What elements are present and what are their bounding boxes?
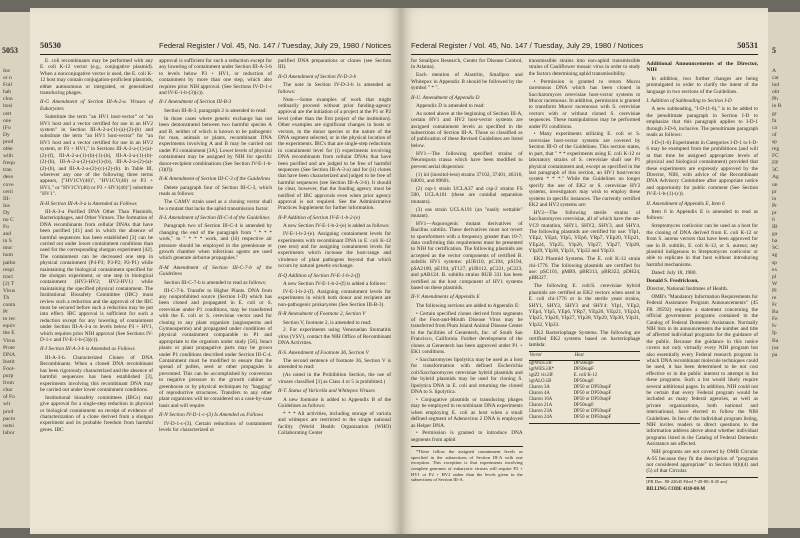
edge-text-line: Ba xyxy=(772,337,779,344)
edge-text-line: III- xyxy=(3,195,11,202)
paragraph: • Permission is granted to introduce DNA segments from aphid xyxy=(411,430,523,443)
paragraph: for Smallpox Research, Center for Disease Control, in Atlanta). xyxy=(411,58,523,71)
footnote: *These follow the assigned containment levels as specified in the subsections of Section III-A with one exception. This exception is that experiments involving complete genomes of eukaryotic viruses will require P2 + HV1 or P2 + HV2 rather than the levels given in the subsections of Section III-A. xyxy=(411,446,523,483)
vector-cell: λgtALO.λB xyxy=(528,378,552,384)
edge-text-line: cerii xyxy=(3,188,13,195)
host-cell: DP50supF xyxy=(573,360,594,366)
paragraph: Section III-C-7-b is amended to read as follows: xyxy=(164,279,267,286)
text-column-2 xyxy=(159,58,272,528)
vector-cell: λgtZJ vir.λB' xyxy=(528,372,554,378)
edge-text-line: Foot- xyxy=(3,365,16,372)
edge-text-line: reg xyxy=(772,146,780,153)
paragraph: Substitute the term "an HV1 host-vector" or "an HV1 host and a vector certified for use in an HV2 system" in Section III-A-2-a-(1)-(a)-(2)-(b) and substitute the term "an HV1 host-vector" for "an HV1 host and a vector certified for use in an HV2 system, or P3 + HV1," in Sections III-A-2-a-(1)-(a)-(2)-(f), III-A-2-a-(1)-(b)-(1)-(b), III-A-2-a-(1)-(b)-(2)-(b), III-A-2-a-(2)-(a)-(1)-(b), III-A-2-a-(2)-(a)-(2)-(b), and III-A-2-a-(2)-(c)-(2)-(b). In Table III, wherever any one of the following three terms appears, ["HV1CV(46)", "HV1CV(46) or P3 + HV1," or "HV1CV(46) or P3 + HV1(46)"] substitute "HV1". xyxy=(40,114,153,198)
paragraph: In those cases where genetic exchange has not been demonstrated between two harmful species A and B, neither of which is known to be pathogenic for man, animals or plants, recombinant DNA experiments involving A and B may be carried out under P3 containment [3A]. Lower levels of physical containment may be assigned by NIH for specific donor-recipient combinations (See Section IV-E-1-b-(3)(f)). xyxy=(159,115,272,173)
section-heading: II-V. Amendments of Appendix E xyxy=(411,294,480,301)
edge-text-line: Fo xyxy=(3,224,9,231)
section-heading: II-T. Status of Varicella and Whitepox Viruses xyxy=(278,388,375,395)
table-rule xyxy=(529,423,641,424)
paragraph: transmissible strains into non-aphid transmissible strains of Cauliflower mosaic virus in order to study the factors determining aphid transmissibility. xyxy=(528,58,641,77)
paragraph: In addition, two further changes are being promulgated in order to clarify the intent of the language in two sections of the Guidelines. xyxy=(646,75,759,95)
host-cell: DP50 or DP50supF xyxy=(573,414,612,420)
paragraph: Streptomyces coelicolor can be used as a host for the cloning of DNA derived from E. coli K-12 or from S. aureus vectors that have been approved for use in B. subtilis, E. coli K-12, or S. aureus; any plasmid indigenous to Streptomyces coelicolor or able to replicate in that host without introducing harmful mechanisms. xyxy=(646,223,759,268)
edge-text-line: ex xyxy=(772,266,778,273)
edge-text-line: of Fo xyxy=(3,394,15,401)
edge-text-line: respi xyxy=(3,266,14,273)
edge-text-line: with xyxy=(3,153,13,160)
paragraph: • Many experiments utilizing E. coli or S. cerevisiae host-vector systems are covered by Section III-O of the Guidelines. This section states, in part, that " * * experiments using E. coli K-12 or laboratory strains of S. cerevisiae shall use P1 physical containment and, except as specified in the last paragraph of this section, an HV1 host/vector system * * *." While the Guidelines no longer specify the use of EK2 or S. cerevisiae HV2 systems, investigators may wish to employ these systems in specific instances. The currently certified EK2 and HV2 systems are: xyxy=(528,131,641,208)
host-cell: DP50supF xyxy=(573,378,594,384)
edge-text-line: in S xyxy=(3,238,12,245)
vector-host-table xyxy=(529,351,641,421)
vector-cell: Charon 3A xyxy=(528,384,550,390)
text-column-1 xyxy=(411,58,523,528)
host-cell: DP50supF xyxy=(573,366,594,372)
edge-page-number: 5 xyxy=(772,46,776,55)
edge-text-line: deso xyxy=(3,174,14,181)
paragraph: The following sections are added to Appendix E: xyxy=(416,302,520,309)
section-heading: II-G Amendment of Section III-A-2-a. Viruses of Eukaryotes xyxy=(40,99,153,112)
host-cell: DP50 or DP50supF xyxy=(573,408,612,414)
paragraph: HV1—Asporogenic mutant derivatives of Bacillus subtilis. These derivatives must not revert to sporeformers with a frequency greater than 10-7; data confirming this requirement must be presented to NIH for certification. The following plasmids are accepted as the vector components of certified B. subtilis HV1 systems: pUB110, pC194, pS194, pSA2100, pE194, pT127, pUB112, pC221, pC223, and pAB124. B. subtilis strains RUB 331 has been certified as the host component of HV1 systems based on these plasmids. xyxy=(411,220,523,291)
paragraph: 2. For experiments using Venezuelan Stomatitis virus (VSV), contact the NIH Office of Recombinant DNA Activities. xyxy=(278,327,391,347)
paragraph: E. coli recombinants may be performed with any E. coli K-12 vector (e.g., conjugative plasmid). When a nonconjugative vector is used, the E. coli K-12 host may contain conjugation-proficient plasmids, either autonomous or integrated, or generalized transducing phages. xyxy=(40,58,153,97)
edge-text-line: Ag xyxy=(772,174,779,181)
paragraph: Section III-B-3, paragraph 2 is amended to read: xyxy=(164,107,267,114)
edge-text-line: ha xyxy=(772,238,778,245)
edge-text-line: purp xyxy=(3,373,14,380)
paragraph: HV1—The following specified strains of Neurospora crassa which have been modified to prevent aerial dispersion: xyxy=(411,150,523,170)
paragraph: Item 6 in Appendix E is amended to read as follows: xyxy=(646,209,759,222)
vector-cell: Charon 24A xyxy=(528,414,553,420)
edge-text-line: wit xyxy=(3,401,11,408)
edge-text-line: prod xyxy=(3,408,14,415)
edge-page-number: 5053 xyxy=(2,46,18,55)
billing-code: BILLING CODE 4110-08-M xyxy=(646,486,705,492)
edge-text-line: from xyxy=(3,380,14,387)
signature: Donald S. Fredrickson, xyxy=(646,278,699,285)
edge-text-line: cat xyxy=(772,75,779,82)
paragraph: purified DNA preparations or clones (see Section III). xyxy=(278,58,391,71)
paragraph: III-A-3-b. Characterized Clones of DNA Recombinants. When a cloned DNA recombinant has been rigorously characterized and the absence of harmful sequences has been established [3], experiments involving this recombinant DNA may be carried out under lower containment conditions. xyxy=(40,354,153,393)
table-header-host: Host xyxy=(574,351,641,360)
edge-text xyxy=(3,68,16,437)
edge-text-line: ca xyxy=(772,124,777,131)
edge-text-line: FP xyxy=(772,160,779,167)
edge-text-line: frequ xyxy=(3,160,15,167)
edge-text-line: Virus xyxy=(3,337,16,344)
section-heading: II-J Amendment of Section III-B-3 xyxy=(159,99,232,106)
host-cell: DP50 or DP50supF xyxy=(573,390,612,396)
running-header: Federal Register / Vol. 45, No. 147 / Tuesday, July 29, 1980 / Notices xyxy=(158,41,391,50)
edge-text-line: pr xyxy=(772,188,777,195)
edge-text-line: tract xyxy=(3,273,13,280)
vector-cell: λgtWES.λB* xyxy=(528,366,554,372)
paragraph: As noted above at the beginning of Section III-A, certain HV1 and HV2 host-vector systems are assigned containment levels as specified in the subsections of Section III-A. Those so classified as of publication of these Revised Guidelines are listed below. xyxy=(411,110,523,149)
paragraph: • Saccharomyces lipolytica may be used as a host for transformation with defined Escherichia coli/Saccharomyces cerevisiae hybrid plasmids and the hybrid plasmids may be used for cloning S. lipolytica DNA in E. coli and returning the cloned DNA to S. lipolytica. xyxy=(411,356,523,395)
vector-cell: Charon 21A xyxy=(528,402,553,408)
host-cell: DP50 or DP50supF xyxy=(573,384,612,390)
section-heading: I. Addition of Subheading to Section I-D xyxy=(646,98,732,105)
paragraph: Section V, footnote 2, is amended to read: xyxy=(283,319,372,326)
edge-text-line: Pr xyxy=(772,202,777,209)
paragraph: I-D-(1-6) Experiments in Categories I-D-1 to I-D-6 may be exempted from the prohibitions (and will at that time be assigned appropriate levels of physical and biological containment) provided that these experiments are expressly approved by the Director, NIH, with advice of the Recombinant DNA Advisory Committee after appropriate notice and opportunity for public comment (See Section IV-E-1-b-(1)-(c)). xyxy=(646,139,759,198)
paragraph: NIH programs are not covered by OMB Circular A-95 because they fit the description of "programs not considered appropriate" in Section 8(b)(4) and (5) of that Circular. xyxy=(646,449,759,475)
paragraph: A new Section IV-E-1-b-2-(e) is added as follows: xyxy=(283,223,390,230)
edge-text-line: char xyxy=(3,387,13,394)
paragraph: Delete paragraph four of Section III-C-3, which reads as follows: xyxy=(159,184,272,198)
section-heading: II-I Section III-A-3-b is Amended as Follows xyxy=(40,346,135,353)
edge-text-line: equiv xyxy=(3,323,16,330)
edge-text-line: Fe xyxy=(772,316,778,323)
host-cell: DP50supF xyxy=(573,402,594,408)
paragraph: The second sentence of footnote 36, Section V is amended to read: xyxy=(278,358,391,371)
section-heading: II-O Amendment of Section IV-D-3-b xyxy=(278,73,357,80)
edge-text-line: FC xyxy=(772,153,779,160)
edge-text-line: clon xyxy=(3,96,13,103)
table-header-vector: Vector xyxy=(529,351,574,360)
edge-text-line: to rec xyxy=(3,316,16,323)
paragraph: * * * All activities, including storage of variola and whitepox are restricted to the single national facility (World Health Organization (WHO) Collaborating Center xyxy=(278,410,391,437)
edge-text-line: hosi xyxy=(3,103,13,110)
host-cell: DP50 or DP50supF xyxy=(573,396,612,402)
edge-text-line: cert xyxy=(3,110,12,117)
paragraph: IV-E-1-b-2-(f). Assigning containment levels for experiments in which both donor and recipient are non-pathogenic prokaryotes (See Section III-B-3). xyxy=(278,288,391,308)
edge-text-line: conta xyxy=(3,302,16,309)
section-heading: II-M Amendment of Section III-C-7-b of the Guidelines xyxy=(159,264,272,278)
edge-text-line: Dy xyxy=(3,131,10,138)
paragraph: III-A-3-a Purified DNA Other Than Plasmids, Bacteriophages, and Other Viruses. The formation of DNA recombinants from cellular DNAs that have been purified [41] and in which the absence of harmful sequences has been established [3] can be carried out under lower containment conditions than used for the corresponding shotgun experiment [42]. The containment can be decreased one step in physical containment (P4-P3; P3-P2; P2-P1) while maintaining the biological containment specified for the shotgun experiment, or one step in biological containment (HV3-HV2; HV2-HV1) while maintaining the specified physical containment. The Institutional Biosafety Committee (IBC) must review such a reduction and the approval of the IBC must be secured before such a reduction may be put into effect. IBC approval is sufficient for such a reduction except for any lowering of containment under Section III-A-3-a to levels below P3 + HV1, which requires prior NIH approval (See Sections IV-D-1-c and IV-E-1-b-(3)(c)). xyxy=(40,208,153,344)
paragraph: (As noted in the Prohibition Section, the use of viruses classified [3] as Class 4 or 5 is prohibited.) xyxy=(278,372,391,385)
edge-text-line: Th xyxy=(3,295,10,301)
edge-text-line: 3C xyxy=(772,167,779,174)
edge-text-line: (Fo xyxy=(3,124,11,131)
paragraph: (1) inl (inositol-less) strains 37102, 37401, 46316, 64001, and 89601. xyxy=(411,171,523,184)
paragraph: A new subheading, "I-D-(1-6)," is to be added to the penultimate paragraph in Section I-D to emphasize that this paragraph applies to I-D-1 through I-D-6, inclusive. The penultimate paragraph reads as follows: xyxy=(646,106,759,139)
edge-text-line: (sa xyxy=(772,344,779,351)
paragraph: Each mention of Alastrim, Smallpox and Whitepox in Appendix B should be followed by the symbol " * ". xyxy=(411,72,523,92)
edge-text-line: ind xyxy=(772,82,780,89)
edge-text-line: pl xyxy=(772,273,777,280)
edge-text-line: DNA xyxy=(3,351,16,358)
edge-text-line: one xyxy=(3,117,12,124)
edge-text-line: and xyxy=(3,231,12,238)
paragraph: The note in Section IV-D-3-b is amended as follows: xyxy=(278,82,391,95)
paragraph: EK2 Plasmid Systems. The E. coli K-12 strain chi-1776. The following plasmids are certified for use: pSC101, pMB9, pBR313, pBR322, pDH24, pBR327. xyxy=(528,256,641,282)
paragraph: (2) csp-1 strain UCLA37 and csp-2 strains FS 590, UCLA101 (these are conidial separation mutants). xyxy=(411,185,523,205)
paragraph: The CAMV strain used as a cloning vector shall be a mutant that lacks the aphid transmission factor. xyxy=(159,199,272,212)
edge-text-line: Ins xyxy=(3,68,10,74)
paragraph: HV2—The following sterile strains of Saccharomyces cerevisiae, all of which have the ste-VC9 mutation, SHY1, SHY2, SHY3, and SHY4. The following plasmids are certified for use: YIp1, YEp2, YEp4, YIp5, YEp6, YRp7, YEp20, YEp21, YEp24, YIp25, YIp26, YIp27, YIp27, YIp28, YIp29, YIp30, YIp31, YIp32 and YIp33. xyxy=(528,209,641,255)
left-page-edge xyxy=(0,12,30,528)
edge-text-line: Ph xyxy=(772,96,778,103)
edge-text-line: W xyxy=(772,280,778,287)
section-heading: II-S. Amendment of Footnote 36, Section V xyxy=(278,349,369,356)
text-column-3 xyxy=(278,58,391,528)
paragraph: III-C-7-b. Transfer to Higher Plants. DNA from any nonprohibited source (Section I-D) which has been cloned and propagated in E. coli or S. cerevisiae under P1 conditions, may be transferred with the E. coli or S. cerevisiae vector used for cloning to any plant organism (angiosperms and Gymnosperms) and propagated under conditions of physical containment comparable to P1 and appropriate to the organism under study [56]. Intact plants or plant propagative parts may be grown under P1 conditions described under Section III-C-4. Containment must be modified to ensure that the spread of pollen, seed or other propagules is prevented. This can be accomplished by conversion to negative pressure in the growth cabinet or greenhouse or by physical techniques by "bagging" of reproductive structures. Transfers to any other plant organisms will be considered on a case-by-case basis and will require xyxy=(159,287,272,409)
paragraph: IV-D-1-c-(3). Certain reductions of containment levels for characterized or xyxy=(159,420,272,434)
edge-text-line: Ins xyxy=(3,202,10,209)
section-heading: II-K Amendment of Section III-C-3 of the Guidelines xyxy=(159,176,271,183)
section-heading: II. Amendment of Appendix E, Item 6 xyxy=(646,200,725,207)
page-number: 50530 xyxy=(40,41,61,50)
edge-text-line: hab xyxy=(3,89,12,96)
edge-text-line: ag xyxy=(772,252,778,259)
edge-text-line: SC xyxy=(772,245,779,252)
edge-text-line: IB xyxy=(772,224,778,231)
right-page-edge xyxy=(768,12,800,528)
edge-text-line: A xyxy=(772,68,777,74)
edge-text-line: Pr xyxy=(3,309,8,316)
vector-cell: Charon 16A xyxy=(528,396,553,402)
edge-text-line: the E xyxy=(3,330,15,337)
edge-text-line: re xyxy=(772,295,777,301)
edge-text-line: no C xyxy=(3,216,14,223)
edge-text-line: Prote xyxy=(3,344,15,351)
edge-text-line: sp xyxy=(772,138,777,145)
paragraph: Dated: July 18, 1980. xyxy=(651,269,697,276)
section-heading: II-R Amendment of Footnote 2, Section V xyxy=(278,311,366,318)
edge-text-line: pa xyxy=(772,351,778,358)
paragraph: Institutional biosafety committees (IBCs) may give approval for a single-step reduction in physical or biological containment on receipt of evidence of characterization of a clone derived from a shotgun experiment and its probable freedom from harmful genes. IBC xyxy=(40,394,153,433)
edge-text-line: outsi xyxy=(3,422,14,429)
edge-text-line: or n xyxy=(3,75,12,82)
edge-text xyxy=(772,68,781,359)
edge-text-line: hum xyxy=(3,252,13,259)
paragraph: OMB's "Mandatory Information Requirements for Federal Assistance Program Announcements" (45 FR 39592) requires a statement concerning the official government programs contained in the Catalog of Federal Domestic Assistance. Normally NIH lists in its announcements the number and title of affected individual programs for the guidance of the public. Because the guidance in this notice covers not only virtually every NIH program but also essentially every Federal research program in which DNA recombinant molecule techniques could be used, it has been determined to be not cost effective or in the public interest to attempt to list these programs. Such a list would likely require several additional pages. In addition, NIH could not be certain that every Federal program would be included as many federal agencies, as well as private organizations, both national and international, have elected to follow the NIH Guidelines. In lieu of the individual program listing, NIH invites readers to direct questions to the information address above about whether individual programs listed in the Catalog of Federal Domestic Assistance are affected. xyxy=(646,293,759,448)
edge-text-line: fa xyxy=(772,117,777,124)
edge-text-line: un xyxy=(772,181,778,188)
paragraph: A new Section IV-E-1-b-2-(f) is added a follows: xyxy=(283,281,387,287)
edge-text-line: tran xyxy=(3,167,12,174)
paragraph: Paragraph two of Section III-C-4 is amended by changing the end of the paragraph from " * * * work," to " * * * work, and (iii) respective air pressure should be employed in the greenhouse or growth chamber when infectious agents are used which generate airborne propagules." xyxy=(159,223,272,262)
edge-text-line: muc xyxy=(3,245,13,252)
fr-doc-line: [FR Doc. 80-22645 Filed 7-28-80; 8:45 am] xyxy=(646,477,758,485)
vector-cell: Charon 4A xyxy=(528,390,550,396)
host-cell: E. coli K-12 xyxy=(573,372,598,378)
section-heading: II-P Addition of Section IV-E-1-b-2-(e) xyxy=(278,214,361,221)
section-heading: II-N Section IV-D-1-c-(3) Is Amended as Follows xyxy=(159,412,264,419)
edge-text-line: Ip xyxy=(772,330,777,337)
text-column-2 xyxy=(529,58,641,528)
paragraph: Appendix D is amended to read: xyxy=(416,102,485,109)
edge-text-line: Instit xyxy=(3,358,15,365)
left-page xyxy=(30,8,401,534)
edge-text-line: Dy xyxy=(3,209,10,216)
paragraph: approval is sufficient for such a reduction except for any lowering of containment under Section III-A-3-b to levels below P3 + HV1, or reduction of containment by more than one step, which also requires prior NIH approval. (See Sections IV-D-1-c and IV-E-1-b-(3)(c)). xyxy=(159,58,272,97)
section-heading: Additional Announcements of the Director, NIH xyxy=(646,61,759,74)
section-heading: II-Q Addition of Section IV-E-1-b-2-(f) xyxy=(278,272,360,279)
paragraph: Director, National Institutes of Health. xyxy=(646,286,728,292)
edge-text-line: pacto xyxy=(3,415,16,422)
edge-text-line: obt xyxy=(772,89,780,96)
edge-text-line: Pl xyxy=(772,287,777,294)
text-column-1 xyxy=(40,58,153,528)
edge-text-line: Fr xyxy=(772,302,777,309)
edge-text-line: pr xyxy=(772,209,777,216)
edge-text-line: in xyxy=(772,195,777,202)
section-heading: II-H Section III-A-3-a is Amended as Follows xyxy=(40,200,137,207)
edge-text-line: cove xyxy=(3,181,14,188)
edge-text-line: gr xyxy=(772,110,777,117)
edge-text-line: patho xyxy=(3,259,16,266)
page-header xyxy=(40,41,391,55)
edge-text-line: sp xyxy=(772,259,777,266)
vector-cell: Charon 23A xyxy=(528,408,553,414)
paragraph: • Conjugative plasmids or transducing phages may be employed in recombinant DNA experiments when employing E. coli as host when a small defined segment of Adenovirus 2 DNA is employed as Helper DNA. xyxy=(411,396,523,429)
paragraph: EK2 Bacteriophage Systems. The following are certified EK2 systems based on bacteriophage lambda: xyxy=(528,329,641,349)
paragraph: (3) eas strain UCLA191 (an "easily wettable" mutant). xyxy=(411,206,523,219)
paragraph: Note.—Some examples of work that might ordinarily proceed without prior funding-agency approval are the initiation of a project at the P1 or P2 level (other than the first project of the institution). Other examples are significant changes in hosts or vectors, in the donor species or the nature of the DNA segment selected, or in the physical location of the experiments. IBC's that are single-step reductions in containment level for (i) experiments involving DNA recombinants from cellular DNAs that have been purified and are judged to be free of harmful sequences (See Section III-A-3-a) and for (ii) clones that have been characterized and judged to be free of harmful sequences (see Section III-A-3-b). It should be clear, however, that the funding agency must be notified of IBC approvals even when prior agency approval is not required. See the Administrative Practices Supplement for further information. xyxy=(278,96,391,212)
edge-text-line: 6 xyxy=(772,216,775,223)
paragraph: The following E. coli/S. cerevisiae hybrid plasmids are certified as EK2 vectors when used in E. coli chi-1776 or in the sterile yeast strains, SHY1, SHY2, SHY3 and SHY4: YIp1, YEp2, YEp4, YIp5, YEp6, YRp7, YEp20, YEp21, YEp24, YIp25, YIp26, YIp27, YIp28, YIp29, YIp30, YIp31, YIp32, YIp33. xyxy=(528,283,641,328)
vector-cell: λgtWES.λB' xyxy=(528,360,553,366)
running-header: Federal Register / Vol. 45, No. 147 / Tuesday, July 29, 1980 / Notices xyxy=(411,41,644,50)
paragraph: • Permission is granted to return Mucor racemosus DNA which has been cloned in Saccharomyces cerevisiae host-vector systems to Mucor racemosus. In addition, permission is granted to transform Mucor racemosus with S. cerevisiae vectors with or without cloned S. cerevisiae sequences. These manipulations may be performed under P2 conditions. xyxy=(528,78,641,130)
edge-text-line: Foll xyxy=(3,82,13,89)
text-column-3 xyxy=(646,58,758,528)
edge-text-line: prod xyxy=(3,138,14,145)
section-heading: II-L Amendment of Section III-C-4 of the Guidelines xyxy=(159,214,270,221)
edge-text-line: othe xyxy=(3,146,13,153)
paragraph: • Certain specified clones derived from segments of the Foot-and-Mouth Disease Virus may be transferred from Plum Island Animal Disease Center to the facilities of Genentech, Inc. of South San Francisco, California. Further development of the clones at Genentech has been approved under P1 + EK1 conditions. xyxy=(411,310,523,356)
page-header xyxy=(411,41,758,55)
paragraph: A new footnote is added to Appendix B of the Guidelines as follows: xyxy=(278,396,391,409)
edge-text-line: ga xyxy=(772,231,778,238)
edge-text-line: Ba xyxy=(772,309,779,316)
table-row xyxy=(529,415,641,421)
edge-text-line: Virus xyxy=(3,287,16,294)
edge-text-line: of xyxy=(772,131,777,138)
paragraph: IV-E-1-b-2-(e). Assigning containment levels for experiments with recombinant DNA in E. coli K-12 (see text) and for assigning containment levels for experiments which increase the host-range and virulence of plant pathogens beyond that which occurs by natural genetic exchange. xyxy=(278,231,391,270)
section-heading: II-U. Amendment of Appendix D xyxy=(411,94,480,101)
page-number: 50531 xyxy=(737,41,758,50)
edge-text-line: Iv xyxy=(772,323,777,330)
edge-text-line: [2) T xyxy=(3,280,15,287)
right-page xyxy=(401,8,768,534)
edge-text-line: in R xyxy=(772,103,782,110)
edge-text-line: labor xyxy=(3,429,15,436)
